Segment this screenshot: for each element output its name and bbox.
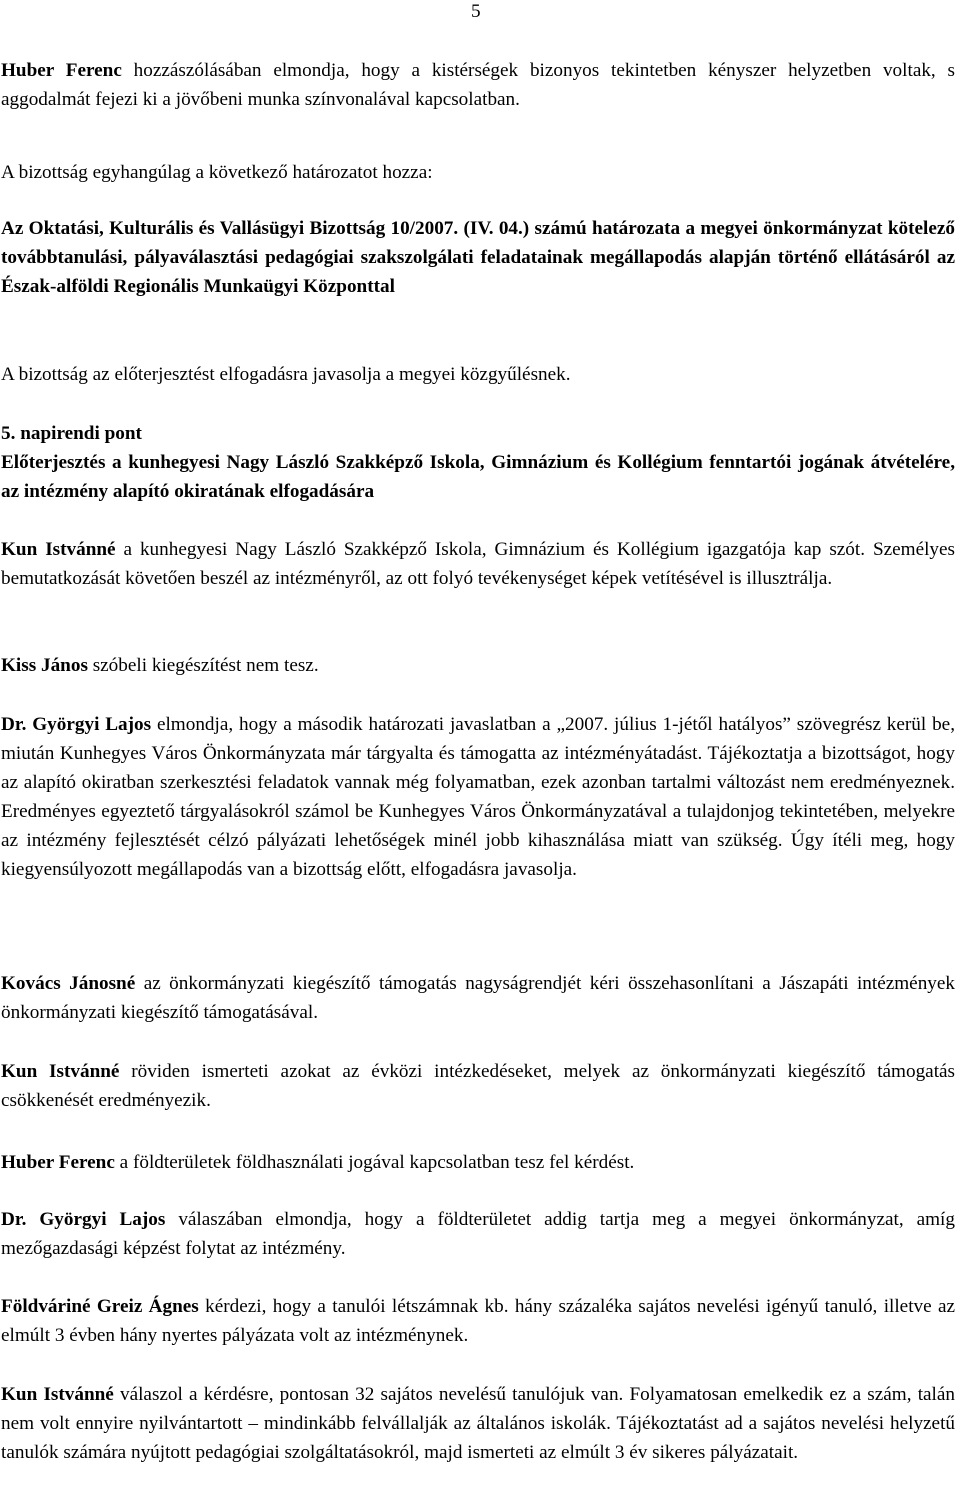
speaker-name: Földváriné Greiz Ágnes [1,1296,199,1317]
speaker-name: Dr. Györgyi Lajos [1,714,152,735]
speaker-name: Dr. Györgyi Lajos [1,1209,166,1230]
speaker-name: Kun Istvánné [1,1384,114,1405]
paragraph-text: válaszol a kérdésre, pontosan 32 sajátos nevelésű tanulójuk van. Folyamatosan emelkedik ez a szám, talán nem volt ennyire nyilvántartott – mindinkább felvállalják az általános iskolák. Tájékoztatást ad a sajátos nevelési helyzetű tanulók számára nyújtott pedagógiai szolgáltatásokról, majd ismerteti az elmúlt 3 év sikeres pályázatait. [1,1384,955,1463]
paragraph-kovacs [1,970,955,1028]
paragraph-text: szóbeli kiegészítést nem tesz. [87,655,319,676]
paragraph-text: röviden ismerteti azokat az évközi intézkedéseket, melyek az önkormányzati kiegészítő támogatás csökkenését eredményezik. [1,1061,956,1111]
paragraph-decision-intro: A bizottság egyhangúlag a következő határozatot hozza: [1,162,433,183]
paragraph-text: hozzászólásában elmondja, hogy a kistérségek bizonyos tekintetben kényszer helyzetben voltak, s aggodalmát fejezi ki a jövőbeni munka színvonalával kapcsolatban. [1,60,955,110]
paragraph-gyorgyi-1 [1,711,955,884]
paragraph-kiss [1,652,955,681]
speaker-name: Kiss János [1,655,88,676]
paragraph-text: kérdezi, hogy a tanulói létszámnak kb. hány százaléka sajátos nevelési igényű tanuló, illetve az elmúlt 3 évben hány nyertes pályázata volt az intézménynek. [1,1296,956,1346]
paragraph-kun-intro [1,536,955,594]
paragraph-foldvarine [1,1293,955,1351]
paragraph-kun-3 [1,1381,955,1468]
paragraph-gyorgyi-2 [1,1206,955,1264]
speaker-name: Kun Istvánné [1,1061,120,1082]
page-number: 5 [471,1,481,22]
speaker-name: Kun Istvánné [1,539,116,560]
paragraph-text: elmondja, hogy a második határozati javaslatban a „2007. július 1-jétől hatályos” szövegrész kerül be, miután Kunhegyes Város Önkormányzata már tárgyalta és támogatta az intézményátadást. Tájékoztatja a bizottságot, hogy az alapító okiratban szerkesztési feladatok vannak még folyamatban, ezek azonban tartalmi változást nem eredményeznek. Eredményes egyeztető tárgyalásokról számol be Kunhegyes Város Önkormányzatával a tulajdonjog tekintetében, melyekre az intézmény fejlesztését célzó pályázati lehetőségek minél jobb kihasználása miatt van szükség. Úgy ítéli meg, hogy kiegyensúlyozott megállapodás van a bizottság előtt, elfogadásra javasolja. [1,714,955,880]
resolution-title: Az Oktatási, Kulturális és Vallásügyi Bizottság 10/2007. (IV. 04.) számú határozata a megyei önkormányzat kötelező továbbtanulási, pályaválasztási pedagógiai szakszolgálati feladatainak megállapodás alapján történő ellátásáról az Észak-alföldi Regionális Munkaügyi Központtal [1,218,955,297]
paragraph-recommendation: A bizottság az előterjesztést elfogadásra javasolja a megyei közgyűlésnek. [1,364,571,385]
speaker-name: Kovács Jánosné [1,973,136,994]
paragraph-kun-2 [1,1058,955,1116]
paragraph-text: válaszában elmondja, hogy a földterületet addig tartja meg a megyei önkormányzat, amíg mezőgazdasági képzést folytat az intézmény. [1,1209,955,1259]
agenda-item-title: Előterjesztés a kunhegyesi Nagy László Szakképző Iskola, Gimnázium és Kollégium fenntartói jogának átvételére, az intézmény alapító okiratának elfogadására [1,452,955,502]
speaker-name: Huber Ferenc [1,60,122,81]
paragraph-huber-comment [1,57,955,115]
paragraph-text: az önkormányzati kiegészítő támogatás nagyságrendjét kéri összehasonlítani a Jászapáti intézmények önkormányzati kiegészítő támogatásával. [1,973,956,1023]
paragraph-text: a földterületek földhasználati jogával kapcsolatban tesz fel kérdést. [114,1152,635,1173]
agenda-item-number: 5. napirendi pont [1,423,142,444]
speaker-name: Huber Ferenc [1,1152,115,1173]
paragraph-huber-question [1,1149,955,1178]
paragraph-text: a kunhegyesi Nagy László Szakképző Iskola, Gimnázium és Kollégium igazgatója kap szót. Személyes bemutatkozását követően beszél az intézményről, az ott folyó tevékenységet képek vetítésével is illusztrálja. [1,539,956,589]
